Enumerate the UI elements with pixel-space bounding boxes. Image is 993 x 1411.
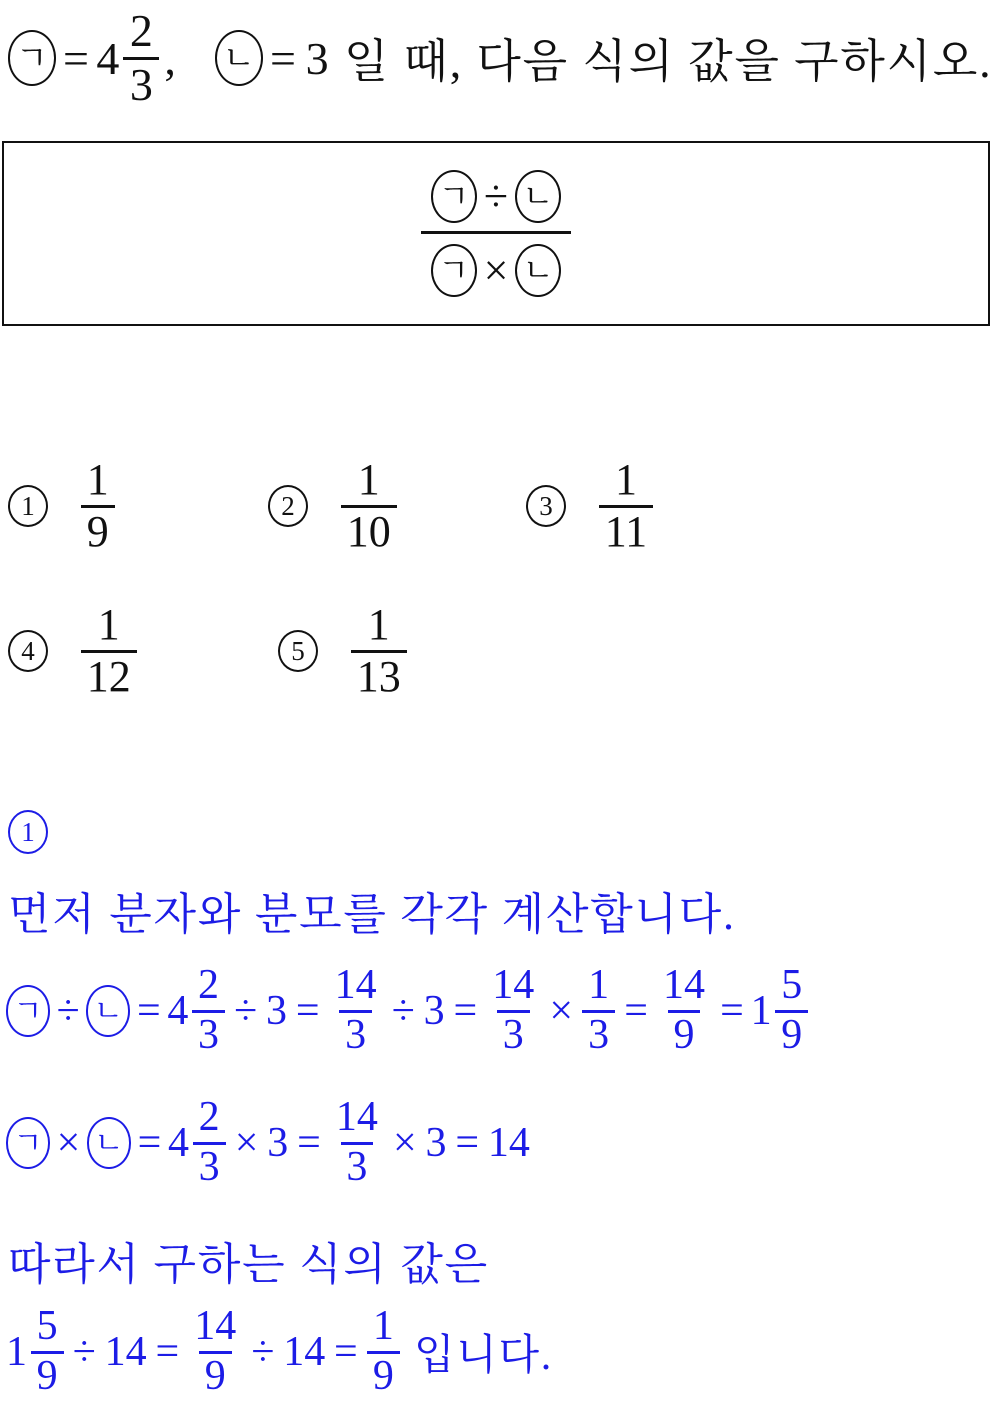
boxed-fraction-numerator [421, 170, 571, 231]
fraction: $\frac{1}{13}$ [351, 601, 407, 701]
fraction: $\frac{2}{3}$ [193, 1095, 226, 1190]
choice-3-marker: 3 [526, 485, 566, 527]
boxed-fraction-denominator [421, 231, 571, 297]
circled-jamo-ㄴ: ㄴ [515, 170, 561, 223]
math-text: 14 [487, 1120, 530, 1166]
fraction: $\frac{14}{3}$ [335, 1094, 378, 1191]
fraction: $\frac{14}{9}$ [663, 962, 706, 1059]
circled-jamo-ㄴ: ㄴ [86, 985, 130, 1036]
whole-number: 4 [167, 988, 189, 1034]
operator: = [63, 32, 89, 84]
choice-3-fraction [596, 456, 656, 556]
fraction: $\frac{14}{3}$ [334, 962, 377, 1059]
operator: = [270, 32, 296, 84]
math-text: 3 [267, 1120, 289, 1166]
operator: × [56, 1120, 81, 1166]
solution-equation-multiplication [6, 1085, 532, 1201]
whole-number: 1 [6, 1329, 27, 1375]
operator: = [297, 1120, 321, 1166]
fraction: $\frac{2}{3}$ [192, 963, 225, 1058]
whole-number: 4 [168, 1120, 190, 1166]
operator: = [334, 1329, 358, 1375]
math-text: 3 [423, 988, 445, 1034]
math-text: 3 [266, 988, 288, 1034]
operator: = [455, 1120, 479, 1166]
operator: × [549, 988, 574, 1034]
operator: ÷ [72, 1329, 96, 1375]
circled-jamo-ㄱ: ㄱ [431, 244, 477, 297]
fraction: $\frac{14}{9}$ [194, 1303, 237, 1400]
choice-1-fraction [78, 456, 118, 556]
fraction: $\frac{1}{11}$ [599, 456, 654, 556]
fraction: $\frac{1}{9}$ [367, 1304, 400, 1399]
fraction: $\frac{1}{10}$ [341, 456, 397, 556]
operator: = [720, 988, 744, 1034]
operator: = [155, 1329, 180, 1375]
whole-number: 1 [750, 988, 772, 1034]
fraction: $\frac{1}{3}$ [582, 963, 615, 1058]
choice-2-marker: 2 [268, 485, 308, 527]
expression-box [2, 141, 990, 326]
circled-jamo-ㄱ: ㄱ [6, 1117, 50, 1168]
choice-5 [278, 590, 410, 712]
operator: × [393, 1120, 417, 1166]
choice-1-marker: 1 [8, 485, 48, 527]
choice-2 [268, 445, 400, 567]
choice-5-fraction [348, 601, 410, 701]
operator: = [137, 988, 161, 1034]
math-text: 14 [104, 1329, 147, 1375]
choice-4-fraction [78, 601, 140, 701]
choices-row-1 [0, 445, 993, 567]
fraction: $\frac{14}{3}$ [492, 962, 535, 1059]
fraction: $\frac{1}{12}$ [81, 601, 137, 701]
answer-marker: 1 [8, 810, 48, 854]
math-text: 3 [425, 1120, 447, 1166]
math-text: 3 [305, 32, 329, 84]
operator: = [137, 1120, 162, 1166]
choice-4-marker: 4 [8, 630, 48, 672]
solution-intro-text: 먼저 분자와 분모를 각각 계산합니다. [8, 890, 736, 939]
operator: ÷ [391, 988, 415, 1034]
choice-2-fraction [338, 456, 400, 556]
fraction: $\frac{5}{9}$ [31, 1304, 64, 1399]
circled-jamo-ㄱ: ㄱ [6, 985, 50, 1036]
operator: = [295, 988, 320, 1034]
choice-1 [8, 445, 118, 567]
whole-number: 4 [96, 32, 120, 84]
solution-conclusion-text: 따라서 구하는 식의 값은 [8, 1240, 489, 1289]
operator: × [483, 246, 509, 296]
fraction: $\frac{1}{9}$ [81, 456, 115, 556]
fraction: $\frac{5}{9}$ [775, 963, 808, 1058]
circled-jamo-ㄴ: ㄴ [87, 1117, 131, 1168]
problem-statement [8, 6, 993, 110]
choice-5-marker: 5 [278, 630, 318, 672]
math-text: 14 [283, 1329, 326, 1375]
operator: × [234, 1120, 259, 1166]
circled-jamo-ㄴ: ㄴ [515, 244, 561, 297]
operator: ÷ [251, 1329, 275, 1375]
operator: ÷ [234, 988, 258, 1034]
boxed-fraction [421, 170, 571, 298]
korean-text: 입니다. [413, 1333, 553, 1379]
choice-4 [8, 590, 140, 712]
choice-3 [526, 445, 656, 567]
circled-jamo-ㄱ: ㄱ [431, 170, 477, 223]
circled-jamo-ㄱ: ㄱ [8, 30, 56, 86]
operator: ÷ [483, 171, 509, 221]
solution-answer-marker-line [8, 810, 48, 854]
solution-final-equation [6, 1296, 553, 1408]
operator: = [453, 988, 478, 1034]
korean-text: 일 때, 다음 식의 값을 구하시오. [343, 36, 993, 88]
choices-row-2 [0, 590, 993, 712]
math-text: , [164, 32, 176, 84]
circled-jamo-ㄴ: ㄴ [215, 30, 263, 86]
fraction: $\frac{2}{3}$ [123, 6, 159, 110]
solution-equation-division [6, 953, 811, 1069]
operator: = [624, 988, 648, 1034]
operator: ÷ [56, 988, 80, 1034]
